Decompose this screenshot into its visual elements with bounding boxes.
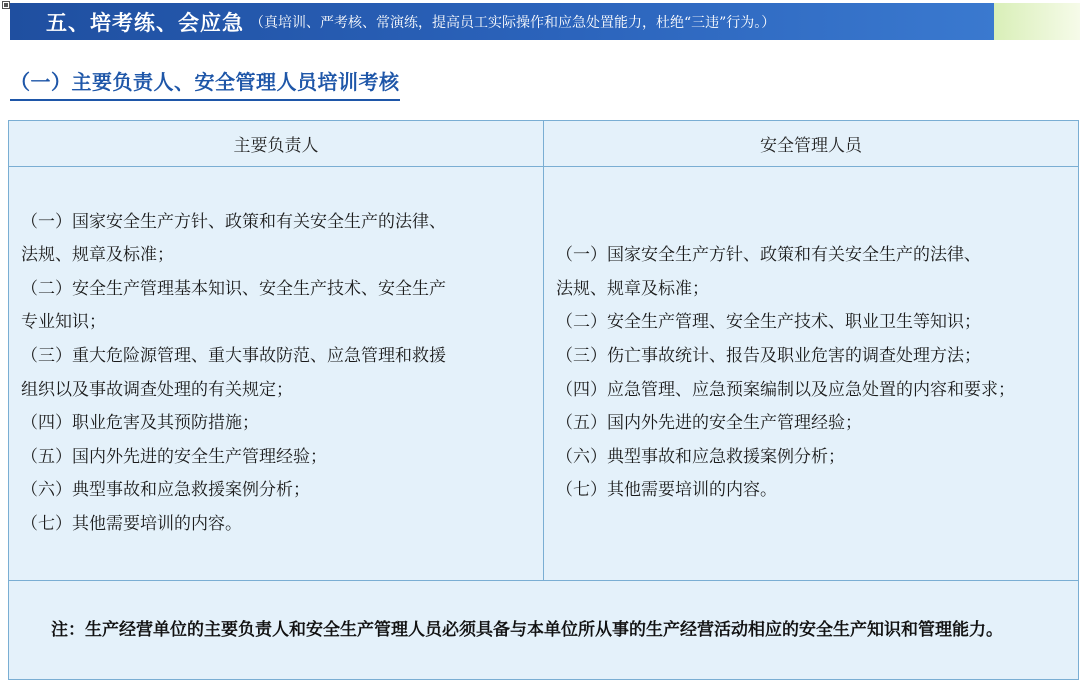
list-item: 组织以及事故调查处理的有关规定； bbox=[21, 379, 293, 400]
list-item: 专业知识； bbox=[21, 312, 106, 333]
list-item: 法规、规章及标准； bbox=[556, 278, 709, 299]
principal-list bbox=[9, 206, 543, 542]
table-body-row bbox=[9, 167, 1079, 581]
list-item: （四）应急管理、应急预案编制以及应急处置的内容和要求； bbox=[556, 379, 1015, 400]
list-item: （二）安全生产管理基本知识、安全生产技术、安全生产 bbox=[21, 278, 446, 299]
list-item: （七）其他需要培训的内容。 bbox=[21, 513, 242, 534]
list-item: （一）国家安全生产方针、政策和有关安全生产的法律、 bbox=[556, 245, 981, 266]
banner-decoration bbox=[994, 3, 1080, 40]
list-item: （一）国家安全生产方针、政策和有关安全生产的法律、 bbox=[21, 211, 446, 232]
section-heading: （一）主要负责人、安全管理人员培训考核 bbox=[10, 66, 400, 101]
list-item: （五）国内外先进的安全生产管理经验； bbox=[21, 446, 327, 467]
note-text: 注：生产经营单位的主要负责人和安全生产管理人员必须具备与本单位所从事的生产经营活动相应的安全生产知识和管理能力。 bbox=[51, 620, 1003, 640]
note-cell bbox=[9, 581, 1079, 680]
list-item: 法规、规章及标准； bbox=[21, 245, 174, 266]
list-item: （七）其他需要培训的内容。 bbox=[556, 480, 777, 501]
list-item: （三）伤亡事故统计、报告及职业危害的调查处理方法； bbox=[556, 345, 981, 366]
principal-cell bbox=[9, 167, 544, 581]
list-item: （二）安全生产管理、安全生产技术、职业卫生等知识； bbox=[556, 312, 981, 333]
list-item: （六）典型事故和应急救援案例分析； bbox=[21, 480, 310, 501]
safety-manager-list bbox=[544, 239, 1078, 508]
table-note-row bbox=[9, 581, 1079, 680]
list-item: （六）典型事故和应急救援案例分析； bbox=[556, 446, 845, 467]
list-item: （三）重大危险源管理、重大事故防范、应急管理和救援 bbox=[21, 345, 446, 366]
banner-subtitle: （真培训、严考核、常演练，提高员工实际操作和应急处置能力，杜绝“三违”行为。） bbox=[250, 14, 776, 31]
table-header-row bbox=[9, 121, 1079, 167]
section-banner bbox=[10, 3, 994, 40]
header-principal: 主要负责人 bbox=[9, 121, 544, 167]
corner-marker-icon bbox=[2, 1, 10, 9]
list-item: （四）职业危害及其预防措施； bbox=[21, 413, 259, 434]
list-item: （五）国内外先进的安全生产管理经验； bbox=[556, 413, 862, 434]
training-table bbox=[8, 120, 1079, 680]
header-safety-manager: 安全管理人员 bbox=[544, 121, 1079, 167]
banner-title: 五、培考练、会应急 bbox=[46, 10, 244, 35]
safety-manager-cell bbox=[544, 167, 1079, 581]
